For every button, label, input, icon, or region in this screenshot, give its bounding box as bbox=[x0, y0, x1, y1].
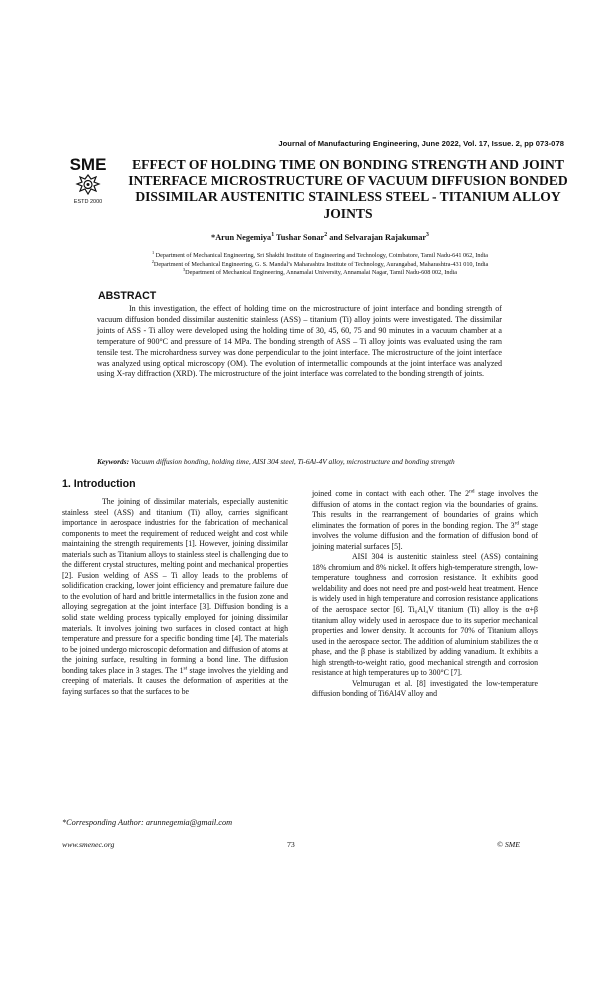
corresponding-author-footnote: *Corresponding Author: arunnegemia@gmail.com bbox=[62, 818, 233, 827]
keywords-text: Vacuum diffusion bonding, holding time, AISI 304 steel, Ti-6Al-4V alloy, microstructure and bonding strength bbox=[129, 457, 455, 466]
intro-r-p1-part-b: stage involves the diffusion of atoms in the contact region via the boundaries of grains. This results in the rearrangement of boundaries of grains which eliminates the formation of pores in the bonding region. The 3 bbox=[312, 489, 538, 530]
intro-paragraph-2: AISI 304 is austenitic stainless steel (ASS) containing 18% chromium and 8% nickel. It offers high-temperature strength, low-temperature toughness and corrosion resistance. It exhibits good weldability and does not need pre and post-weld heat treatment. Hence is widely used in high temperature and corrosion resistance applications of the aerospace sector [6]. Ti₆Al₄V titanium (Ti) alloy is the α+β titanium alloy widely used in aerospace due to its superior mechanical properties and lower density. It accounts for 70% of Titanium alloys used in the aerospace sector. The addition of aluminium stabilizes the α phase, and the β phase is stabilized by adding vanadium. It exhibits a high strength-to-weight ratio, good mechanical strength and corrosion resistance at high temperatures up to 300°C [7]. bbox=[312, 552, 538, 678]
paper-title: EFFECT OF HOLDING TIME ON BONDING STRENGTH AND JOINT INTERFACE MICROSTRUCTURE OF VACUUM DIFFUSION BONDED DISSIMILAR AUSTENITIC STAINLESS STEEL - TITANIUM ALLOY JOINTS bbox=[128, 157, 568, 221]
intro-paragraph-3: Velmurugan et al. [8] investigated the low-temperature diffusion bonding of Ti6Al4V alloy and bbox=[312, 678, 538, 699]
author-3-sup: 3 bbox=[426, 232, 429, 239]
keywords bbox=[97, 457, 502, 467]
right-column bbox=[312, 489, 538, 700]
intro-p1-part-b: stage involves the yielding and creeping of materials. It causes the deformation of asperities at the faying surfaces so that the surfaces to be bbox=[62, 665, 288, 696]
logo-text: SME bbox=[69, 155, 107, 174]
affiliation-3 bbox=[80, 269, 560, 278]
affiliation-2-text: Department of Mechanical Engineering, G. S. Mandal’s Maharashtra Institute of Technology, Aurangabad, Maharashtra-431 010, India bbox=[153, 260, 489, 268]
intro-paragraph-1 bbox=[62, 497, 288, 697]
author-1-sup: 1 bbox=[271, 232, 275, 239]
affiliation-1-sup: 1 bbox=[151, 249, 155, 255]
author-2: Tushar Sonar bbox=[274, 233, 325, 242]
sme-logo bbox=[60, 153, 116, 209]
logo-sub-text: ESTD 2000 bbox=[73, 199, 103, 205]
intro-r-p1-sup2: rd bbox=[514, 520, 520, 527]
affiliation-3-text: Department of Mechanical Engineering, Annamalai University, Annamalai Nagar, Tamil Nadu-608 002, India bbox=[185, 269, 457, 277]
affiliation-1-text: Department of Mechanical Engineering, Sri Shakthi Institute of Engineering and Technology, Coimbatore, Tamil Nadu-641 062, India bbox=[154, 252, 489, 259]
section-heading-introduction: 1. Introduction bbox=[62, 478, 136, 490]
author-1: *Arun Negemiya bbox=[211, 233, 272, 242]
authors bbox=[100, 233, 540, 242]
journal-citation: Journal of Manufacturing Engineering, June 2022, Vol. 17, Issue. 2, pp 073-078 bbox=[278, 139, 564, 148]
author-2-sup: 2 bbox=[324, 232, 328, 239]
intro-r-p1-part-c: stage involves the volume diffusion and the formation of diffusion bond of joining material surfaces [5]. bbox=[312, 520, 538, 551]
left-column bbox=[62, 497, 288, 697]
intro-r-p1-part-a: joined come in contact with each other. The 2 bbox=[312, 489, 470, 498]
abstract-heading: ABSTRACT bbox=[98, 290, 157, 302]
intro-p1-sup: st bbox=[183, 665, 188, 672]
keywords-label: Keywords: bbox=[97, 457, 130, 466]
sme-logo-icon bbox=[60, 153, 116, 209]
intro-paragraph-1-cont bbox=[312, 489, 538, 552]
affiliation-3-sup: 3 bbox=[183, 267, 186, 273]
footer-copyright: © SME bbox=[497, 840, 521, 849]
intro-r-p1-sup1: nd bbox=[469, 488, 475, 495]
affiliation-2-sup: 2 bbox=[151, 258, 154, 264]
footer-page-number: 73 bbox=[287, 840, 295, 849]
intro-p1-part-a: The joining of dissimilar materials, especially austenitic stainless steel (ASS) and titanium (Ti) alloy, carries significant importance in aerospace industries for the fabrication of mechanical components to meet the requirement of reduced weight and cost while maintaining the strength requirements [1]. However, joining dissimilar materials such as Titanium alloys to stainless steel is challenging due to the different crystal structures, melting point and mechanical properties [2]. Fusion welding of ASS – Ti alloy leads to the problems of solidification cracking, lower joint efficiency and premature failure due to the evolution of hard and brittle intermetallics in the fusion zone and alloying segregation at the joint interface [3]. Diffusion bonding is a solid state welding process typically employed for joining dissimilar materials. It involves joining two surfaces in closed contact at high temperature and pressure for a specific bonding time [4]. The materials to be joined undergo microscopic deformation and diffusion of atoms at the joining surface, resulting in forming a bond line. The diffusion bonding takes place in 3 stages. The 1 bbox=[62, 497, 288, 675]
author-3: and Selvarajan Rajakumar bbox=[327, 233, 427, 242]
footer-website: www.smenec.org bbox=[62, 840, 115, 849]
abstract-body: In this investigation, the effect of holding time on the microstructure of joint interface and bonding strength of vacuum diffusion bonded dissimilar austenitic stainless (ASS) – titanium (Ti) alloy joints were investigated. The dissimilar joints of ASS - Ti alloy were developed using the holding time of 30, 45, 60, 75 and 90 minutes in a vacuum chamber at a temperature of 900°C and pressure of 14 MPa. The bonding strength of ASS – Ti alloy joints was evaluated using the ram tensile test. The microhardness survey was done perpendicular to the joint interface. The microstructure of the joint interface was analyzed using optical microscopy (OM). The evolution of intermetallic compounds at the joint interface was analyzed using X-ray diffraction (XRD). The microstructure of the joint interface was correlated to the bonding strength of joints. bbox=[97, 304, 502, 379]
affiliations bbox=[80, 249, 560, 278]
